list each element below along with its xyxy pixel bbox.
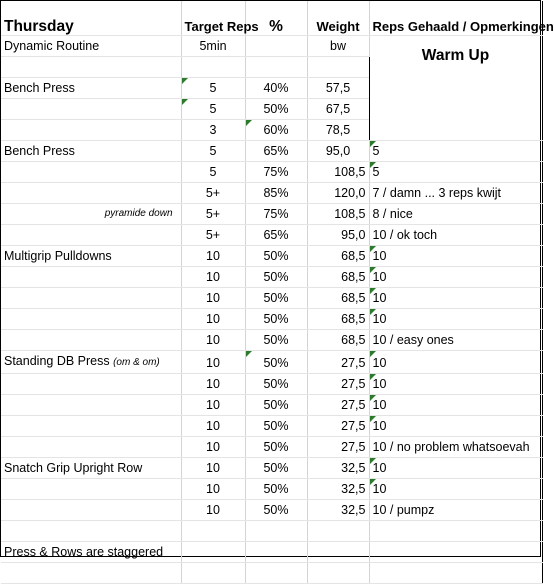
percent-cell[interactable]: 50% [245,479,307,500]
weight-cell[interactable]: 68,5 [307,330,369,351]
reps-cell[interactable]: 5 [181,78,245,99]
table-row [1,267,542,288]
percent-cell[interactable]: 50% [245,309,307,330]
weight-cell[interactable]: 27,5 [307,395,369,416]
table-row [1,204,542,225]
weight-cell[interactable]: 68,5 [307,246,369,267]
table-row [1,225,542,246]
empty-row [1,521,542,542]
table-row [1,162,542,183]
empty-cell[interactable] [245,57,307,78]
empty-cell[interactable] [369,521,542,542]
comment-marker-icon [370,479,376,485]
reps-done-cell[interactable]: 10 [369,267,542,288]
percent-cell[interactable]: 50% [245,395,307,416]
exercise-cell[interactable] [1,162,181,183]
comment-marker-icon [370,416,376,422]
reps-cell[interactable]: 10 [181,437,245,458]
warm-up-cell[interactable]: Warm Up [369,36,542,141]
reps-cell[interactable]: 10 [181,500,245,521]
reps-done-cell[interactable]: 10 [369,309,542,330]
reps-done-cell[interactable]: 10 [369,374,542,395]
table-row [1,416,542,437]
reps-cell[interactable]: 5+ [181,225,245,246]
reps-done-cell[interactable]: 8 / nice [369,204,542,225]
table-row [1,500,542,521]
percent-header[interactable]: % [245,1,307,36]
weight-cell[interactable]: 68,5 [307,309,369,330]
percent-cell[interactable]: 50% [245,288,307,309]
percent-cell[interactable]: 50% [245,351,307,374]
empty-cell[interactable] [1,563,181,584]
reps-cell[interactable]: 10 [181,288,245,309]
empty-cell[interactable] [245,542,307,563]
weight-cell[interactable]: 68,5 [307,288,369,309]
percent-cell[interactable]: 50% [245,458,307,479]
percent-cell[interactable]: 50% [245,267,307,288]
reps-done-cell[interactable]: 5 [369,162,542,183]
weight-cell[interactable]: 32,5 [307,479,369,500]
exercise-cell[interactable] [1,99,181,120]
exercise-cell[interactable]: Multigrip Pulldowns [1,246,181,267]
comment-marker-icon [370,351,376,357]
empty-cell[interactable] [1,57,181,78]
exercise-note[interactable]: pyramide down [1,204,181,225]
workout-table [1,1,554,584]
reps-done-cell[interactable]: 7 / damn ... 3 reps kwijt [369,183,542,204]
percent-cell[interactable]: 40% [245,78,307,99]
reps-cell[interactable]: 10 [181,246,245,267]
empty-cell[interactable] [369,563,542,584]
empty-cell[interactable] [181,521,245,542]
empty-cell[interactable] [307,563,369,584]
percent-cell[interactable]: 75% [245,204,307,225]
table-row [1,183,542,204]
comment-marker-icon [370,309,376,315]
reps-done-cell[interactable]: 5 [369,141,542,162]
comment-marker-icon [370,458,376,464]
exercise-cell[interactable] [1,225,181,246]
weight-cell[interactable]: 27,5 [307,437,369,458]
comment-marker-icon [246,120,252,126]
comment-marker-icon [370,246,376,252]
reps-cell[interactable]: 10 [181,416,245,437]
exercise-cell[interactable]: Standing DB Press (om & om) [1,351,181,374]
weight-cell[interactable]: 27,5 [307,374,369,395]
exercise-cell[interactable]: Bench Press [1,141,181,162]
exercise-cell[interactable] [1,500,181,521]
comment-marker-icon [370,288,376,294]
reps-done-cell[interactable]: 10 / pumpz [369,500,542,521]
empty-cell[interactable] [1,521,181,542]
reps-done-cell[interactable]: 10 / easy ones [369,330,542,351]
weight-cell[interactable]: 27,5 [307,351,369,374]
reps-cell[interactable]: 10 [181,479,245,500]
reps-done-cell[interactable]: 10 [369,416,542,437]
comment-marker-icon [182,99,188,105]
reps-cell[interactable]: 10 [181,330,245,351]
percent-cell[interactable]: 50% [245,330,307,351]
comment-marker-icon [370,395,376,401]
target-reps-header[interactable]: Target Reps [181,1,245,36]
percent-cell[interactable]: 60% [245,120,307,141]
weight-cell[interactable]: bw [307,36,369,57]
exercise-cell[interactable] [1,120,181,141]
reps-cell[interactable]: 10 [181,374,245,395]
empty-cell[interactable] [181,57,245,78]
percent-cell[interactable]: 50% [245,99,307,120]
empty-cell[interactable] [307,542,369,563]
reps-cell[interactable]: 5 [181,141,245,162]
exercise-cell[interactable] [1,183,181,204]
percent-cell[interactable]: 50% [245,374,307,395]
reps-cell[interactable]: 5+ [181,183,245,204]
comment-marker-icon [370,267,376,273]
exercise-cell[interactable] [1,267,181,288]
weight-cell[interactable]: 95,0 [307,225,369,246]
reps-done-header[interactable]: Reps Gehaald / Opmerkingen [369,1,542,36]
exercise-cell[interactable] [1,416,181,437]
reps-done-cell[interactable]: 10 [369,246,542,267]
table-row [1,351,542,374]
table-row [1,458,542,479]
header-row [1,1,542,36]
weight-cell[interactable]: 120,0 [307,183,369,204]
percent-cell[interactable] [245,36,307,57]
exercise-cell[interactable] [1,479,181,500]
footer-note[interactable]: Press & Rows are staggered [1,542,181,563]
percent-cell[interactable]: 75% [245,162,307,183]
reps-done-cell[interactable]: 10 [369,288,542,309]
weight-cell[interactable]: 67,5 [307,99,369,120]
table-row [1,309,542,330]
reps-done-cell[interactable]: 10 / ok toch [369,225,542,246]
reps-cell[interactable]: 10 [181,395,245,416]
exercise-cell[interactable] [1,374,181,395]
table-row [1,141,542,162]
percent-cell[interactable]: 50% [245,246,307,267]
table-row [1,479,542,500]
table-row [1,246,542,267]
reps-cell[interactable]: 5min [181,36,245,57]
percent-cell[interactable]: 65% [245,141,307,162]
exercise-cell[interactable] [1,437,181,458]
empty-cell[interactable] [307,57,369,78]
reps-cell[interactable]: 5 [181,99,245,120]
percent-cell[interactable]: 65% [245,225,307,246]
weight-cell[interactable]: 108,5 [307,162,369,183]
dynamic-routine-row [1,36,542,57]
exercise-cell[interactable] [1,330,181,351]
reps-cell[interactable]: 5+ [181,204,245,225]
weight-cell[interactable]: 32,5 [307,500,369,521]
table-row [1,330,542,351]
day-title[interactable]: Thursday [1,1,181,36]
table-row [1,288,542,309]
exercise-cell[interactable] [1,395,181,416]
weight-cell[interactable]: 68,5 [307,267,369,288]
empty-cell[interactable] [181,563,245,584]
comment-marker-icon [246,351,252,357]
exercise-note: (om & om) [113,357,160,368]
weight-cell[interactable]: 57,5 [307,78,369,99]
reps-cell[interactable]: 10 [181,309,245,330]
footer-row [1,542,542,563]
weight-cell[interactable]: 108,5 [307,204,369,225]
comment-marker-icon [182,78,188,84]
weight-cell[interactable]: 78,5 [307,120,369,141]
exercise-cell[interactable] [1,309,181,330]
empty-cell[interactable] [369,542,542,563]
weight-header[interactable]: Weight [307,1,369,36]
reps-cell[interactable]: 10 [181,351,245,374]
empty-cell[interactable] [245,521,307,542]
percent-cell[interactable]: 50% [245,437,307,458]
reps-done-cell[interactable]: 10 [369,395,542,416]
reps-done-cell[interactable]: 10 [369,351,542,374]
table-row [1,395,542,416]
empty-cell[interactable] [181,542,245,563]
reps-cell[interactable]: 5 [181,162,245,183]
exercise-cell[interactable]: Dynamic Routine [1,36,181,57]
reps-done-cell[interactable]: 10 [369,458,542,479]
comment-marker-icon [370,141,376,147]
weight-cell[interactable]: 27,5 [307,416,369,437]
exercise-cell[interactable]: Bench Press [1,78,181,99]
table-row [1,374,542,395]
empty-cell[interactable] [245,563,307,584]
table-row [1,437,542,458]
exercise-cell[interactable] [1,288,181,309]
weight-cell[interactable]: 95,0 [307,141,369,162]
exercise-cell[interactable]: Snatch Grip Upright Row [1,458,181,479]
comment-marker-icon [370,374,376,380]
percent-cell[interactable]: 50% [245,500,307,521]
reps-cell[interactable]: 3 [181,120,245,141]
reps-cell[interactable]: 10 [181,458,245,479]
percent-cell[interactable]: 50% [245,416,307,437]
empty-row [1,563,542,584]
percent-cell[interactable]: 85% [245,183,307,204]
reps-done-cell[interactable]: 10 / no problem whatsoevah [369,437,542,458]
reps-cell[interactable]: 10 [181,267,245,288]
empty-cell[interactable] [307,521,369,542]
reps-done-cell[interactable]: 10 [369,479,542,500]
comment-marker-icon [370,162,376,168]
weight-cell[interactable]: 32,5 [307,458,369,479]
